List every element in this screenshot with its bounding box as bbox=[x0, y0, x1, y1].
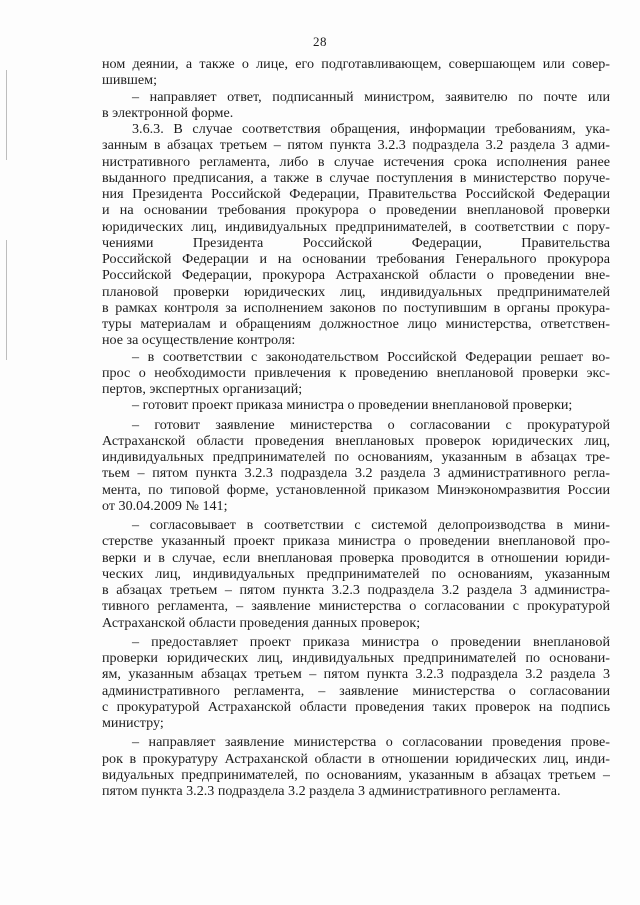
text-line: видуальных предпринимателей, по основаниям, указанным в абзацах третьем – bbox=[102, 766, 610, 783]
text-line: тивного регламента, – заявление министерства о согласовании с прокуратурой bbox=[102, 598, 610, 615]
text-line: индивидуальных предпринимателей по основаниям, указанным в абзацах тре- bbox=[102, 449, 610, 465]
text-line: – направляет ответ, подписанный министром, заявителю по почте или bbox=[132, 88, 610, 105]
text-line: нистративного регламента, либо в случае истечения срока исполнения ранее bbox=[102, 153, 610, 170]
paragraph bbox=[102, 634, 610, 732]
text-line: стерстве указанный проект приказа министра о проведении внеплановой про- bbox=[102, 533, 610, 550]
text-line: 3.6.3. В случае соответствия обращения, информации требованиям, ука- bbox=[132, 121, 610, 137]
page-number: 28 bbox=[313, 34, 327, 49]
text-line: чениями Президента Российской Федерации, Правительства bbox=[102, 234, 610, 251]
text-line: – направляет заявление министерства о согласовании проведения прове- bbox=[132, 734, 610, 751]
text-line: и на основании требования прокурора о проведении внеплановой проверки bbox=[102, 202, 610, 219]
text-line: занным в абзацах третьем – пятом пункта 3.2.3 подраздела 3.2 раздела 3 адми- bbox=[102, 137, 610, 154]
text-line: Астраханской области проведения данных проверок; bbox=[102, 614, 421, 631]
text-line: тьем – пятом пункта 3.2.3 подраздела 3.2 раздела 3 административного регла- bbox=[102, 465, 610, 482]
text-line: в рамках контроля за исполнением законов по поступившим в органы прокура- bbox=[102, 299, 610, 316]
text-line: административного регламента, – заявление министерства о согласовании bbox=[102, 682, 610, 699]
scan-margin-mark bbox=[6, 240, 7, 360]
text-line: пятом пункта 3.2.3 подраздела 3.2 раздела 3 административного регламента. bbox=[102, 783, 561, 799]
text-line: – готовит заявление министерства о согласовании с прокуратурой bbox=[132, 416, 610, 433]
text-line: выданного предписания, а также в случае поступления в министерство поруче- bbox=[102, 169, 610, 186]
paragraph bbox=[102, 89, 610, 122]
text-line: ческих лиц, индивидуальных предпринимателей по основаниям, указанным bbox=[102, 565, 610, 582]
text-line: плановой проверки юридических лиц, индивидуальных предпринимателей bbox=[102, 283, 610, 300]
text-line: ное за осуществление контроля: bbox=[102, 332, 296, 349]
text-line: Российской Федерации, прокурора Астраханской области о проведении вне- bbox=[102, 267, 610, 284]
text-line: верки и в случае, если внеплановая проверка проводится в отношении юриди- bbox=[102, 549, 610, 566]
text-line: проверки юридических лиц, индивидуальных предпринимателей по основани- bbox=[102, 650, 610, 666]
text-line: мента, по типовой форме, установленной приказом Минэкономразвития России bbox=[102, 481, 610, 498]
paragraph bbox=[102, 56, 610, 89]
text-line: ном деянии, а также о лице, его подготавливающем, совершающем или совер- bbox=[102, 56, 610, 72]
text-line: Российской Федерации и на основании требования Генерального прокурора bbox=[102, 251, 610, 267]
text-line: в абзацах третьем – пятом пункта 3.2.3 подраздела 3.2 раздела 3 администра- bbox=[102, 582, 610, 598]
paragraph bbox=[102, 517, 610, 631]
text-line: министру; bbox=[102, 715, 164, 731]
paragraph bbox=[102, 734, 610, 799]
paragraph bbox=[102, 397, 610, 413]
text-line: – предоставляет проект приказа министра о проведении внеплановой bbox=[132, 633, 610, 650]
paragraph bbox=[102, 349, 610, 398]
text-line: – готовит проект приказа министра о проведении внеплановой проверки; bbox=[132, 397, 573, 414]
text-line: с прокуратурой Астраханской области проведения таких проверок на подпись bbox=[102, 698, 610, 715]
text-line: рок в прокуратуру Астраханской области в отношении юридических лиц, инди- bbox=[102, 750, 610, 767]
text-line: ния Президента Российской Федерации, Правительства Российской Федерации bbox=[102, 186, 610, 202]
text-line: Астраханской области проведения внеплановых проверок юридических лиц, bbox=[102, 432, 610, 449]
text-line: – согласовывает в соответствии с системой делопроизводства в мини- bbox=[132, 517, 610, 533]
scan-margin-mark bbox=[6, 70, 7, 160]
paragraph bbox=[102, 121, 610, 349]
text-line: юридических лиц, индивидуальных предпринимателей, в соответствии с пору- bbox=[102, 218, 610, 235]
text-line: пертов, экспертных организаций; bbox=[102, 381, 303, 397]
text-line: – в соответствии с законодательством Российской Федерации решает во- bbox=[132, 348, 610, 365]
document-body bbox=[102, 56, 610, 799]
text-line: туры материалам и обращениям должностное лицо министерства, ответствен- bbox=[102, 316, 610, 332]
text-line: прос о необходимости привлечения к проведению внеплановой проверки экс- bbox=[102, 364, 610, 381]
text-line: от 30.04.2009 № 141; bbox=[102, 497, 228, 514]
paragraph bbox=[102, 417, 610, 515]
text-line: ям, указанным абзацах третьем – пятом пункта 3.2.3 подраздела 3.2 раздела 3 bbox=[102, 666, 610, 683]
text-line: в электронной форме. bbox=[102, 104, 234, 121]
text-line: шившем; bbox=[102, 72, 157, 89]
